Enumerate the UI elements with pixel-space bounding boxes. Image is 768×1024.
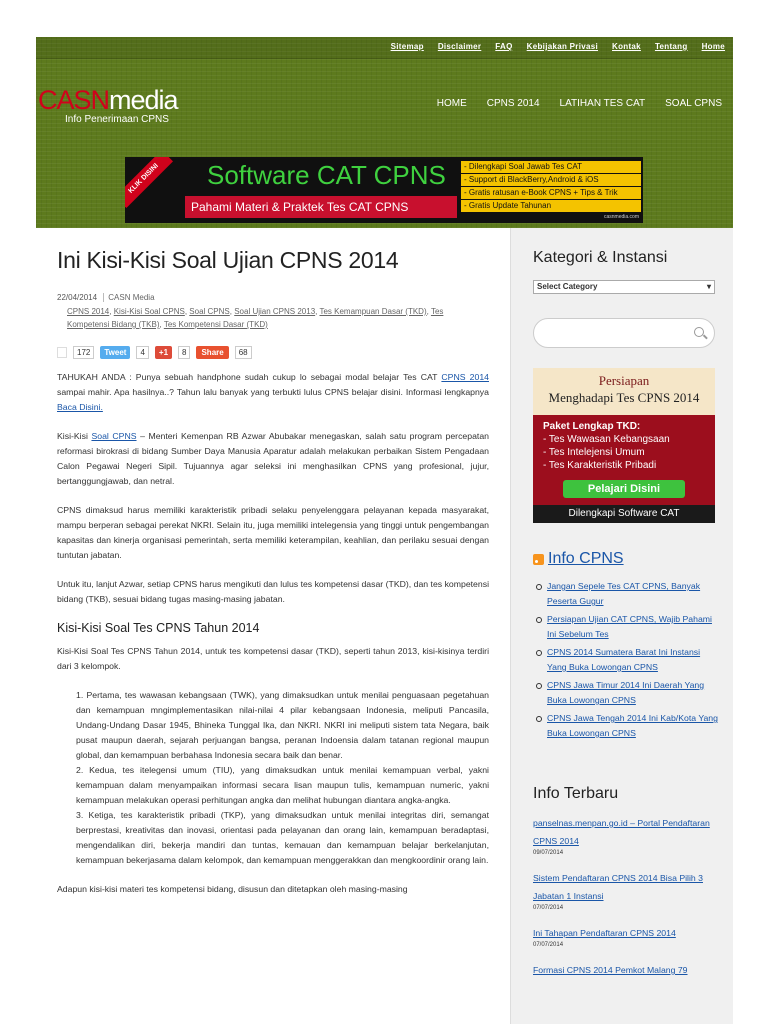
post-date: 22/04/2014 — [57, 293, 98, 302]
ad-item: - Tes Karakteristik Pribadi — [543, 460, 657, 471]
terbaru-link[interactable]: panselnas.menpan.go.id – Portal Pendaftaran CPNS 2014 — [533, 818, 710, 846]
top-bar — [36, 37, 733, 59]
list-item: 2. Kedua, tes itelegensi umum (TIU), yang dimaksudkan untuk menilai kemampuan verbal, yakni kemampuan dalam menyampaikan informasi secara lisan maupun tulis, kemampuan numeric, yakni kemampuan melakukan operasi perhitungan angka dan melihat hubungan diantara angka-angka. — [76, 765, 489, 805]
post-body — [57, 370, 489, 911]
category-link[interactable]: Soal CPNS — [189, 307, 230, 316]
ad-line2: Menghadapi Tes CPNS 2014 — [548, 390, 700, 405]
tweet-count: 4 — [136, 346, 148, 359]
terbaru-link[interactable]: Ini Tahapan Pendaftaran CPNS 2014 — [533, 928, 676, 938]
banner-subline: Pahami Materi & Praktek Tes CAT CPNS — [191, 200, 409, 214]
site-logo[interactable] — [38, 85, 238, 135]
banner-feature: - Gratis Update Tahunan — [461, 200, 641, 212]
paragraph: Kisi-Kisi Soal CPNS – Menteri Kemenpan RB Azwar Abubakar menegaskan, salah satu program percepatan reformasi birokrasi di bidang Sumber Daya Manusia Aparatur adalah melakukan perbaikan Sistem Pengadaan Calon Pegawai Negeri Sipil. Tujuannya agar seleksi ini menghasilkan CPNS yang profesional, jujur, bertanggungjawab, dan netral. — [57, 431, 489, 486]
ad-bottom: Dilengkapi Software CAT — [533, 505, 715, 523]
list-item — [533, 923, 718, 948]
toplink-privacy[interactable]: Kebijakan Privasi — [526, 42, 599, 51]
gplus-button[interactable]: +1 — [155, 346, 172, 359]
banner-feature: - Support di BlackBerry,Android & iOS — [461, 174, 641, 186]
banner-features — [461, 161, 641, 213]
search-input[interactable] — [533, 318, 715, 348]
banner-ribbon: KLIK DISINI — [125, 157, 173, 208]
facebook-like-icon[interactable] — [57, 347, 67, 358]
nav-soal-cpns[interactable]: SOAL CPNS — [665, 98, 722, 109]
list-item: CPNS 2014 Sumatera Barat Ini Instansi Yang Buka Lowongan CPNS — [535, 645, 720, 675]
kategori-title: Kategori & Instansi — [533, 249, 668, 266]
link-baca-disini[interactable]: Baca Disini. — [57, 402, 103, 412]
share-button[interactable]: Share — [196, 346, 228, 359]
terbaru-date: 07/07/2014 — [533, 942, 564, 948]
ad-head: Paket Lengkap TKD: — [543, 421, 641, 432]
kisi-kisi-list — [76, 688, 489, 868]
list-item: Jangan Sepele Tes CAT CPNS, Banyak Peserta Gugur — [535, 579, 720, 609]
category-link[interactable]: Tes Kompetensi Dasar (TKD) — [163, 320, 268, 329]
share-count: 68 — [235, 346, 252, 359]
nav-home[interactable]: HOME — [436, 98, 467, 109]
toplink-sitemap[interactable]: Sitemap — [390, 42, 424, 51]
ad-cta-button[interactable]: Pelajari Disini — [563, 480, 685, 498]
section-heading: Kisi-Kisi Soal Tes CPNS Tahun 2014 — [57, 621, 260, 635]
list-item — [533, 813, 718, 856]
paragraph: Kisi-Kisi Soal Tes CPNS Tahun 2014, untuk tes kompetensi dasar (TKD), seperti tahun 2013, kisi-kisinya terdiri dari 3 kelompok. — [57, 646, 489, 671]
main-nav — [437, 98, 722, 109]
paragraph: Adapun kisi-kisi materi tes kompetensi bidang, disusun dan ditetapkan oleh masing-masing — [57, 884, 408, 894]
post-meta — [57, 293, 155, 302]
post-categories: CPNS 2014, Kisi-Kisi Soal CPNS, Soal CPNS, Soal Ujian CPNS 2013, Tes Kemampuan Dasar (TKD), Tes Kompetensi Bidang (TKB), Tes Kompetensi Dasar (TKD) — [67, 307, 444, 329]
list-item: CPNS Jawa Timur 2014 Ini Daerah Yang Buka Lowongan CPNS — [535, 678, 720, 708]
banner-headline: Software CAT CPNS — [207, 160, 446, 190]
logo-casn: CASN — [38, 85, 110, 115]
chevron-down-icon: ▾ — [706, 282, 711, 291]
list-item — [533, 868, 718, 911]
post-author[interactable]: CASN Media — [108, 293, 155, 302]
info-cpns-list — [535, 579, 720, 744]
list-item: CPNS Jawa Tengah 2014 Ini Kab/Kota Yang Buka Lowongan CPNS — [535, 711, 720, 741]
post-content — [36, 228, 510, 1024]
category-link[interactable]: CPNS 2014 — [67, 307, 110, 316]
category-link[interactable]: Tes Kompetensi Bidang (TKB) — [67, 307, 444, 329]
top-links — [391, 42, 725, 51]
list-item: 1. Pertama, tes wawasan kebangsaan (TWK), yang dimaksudkan untuk menilai penguasaan pegetahuan dan kemampuan mngimplementasikan nilai-nilai 4 pilar kebangsaan Indonesia, meliputi Pancasila, Undang-Undang Dasar 1945, Bhineka Tunggal Ika, dan NKRI. NKRI ini meliputi sistem tata Negara, baik pusat maupun daerah, sejarah perjuangan bangsa, peranan Indoensia dalam tatanan regional maupun global, dan kemampuan berbahasa Indonesia secara baik dan benar. — [76, 690, 489, 760]
banner-feature: - Dilengkapi Soal Jawab Tes CAT — [461, 161, 641, 173]
site-header — [36, 37, 733, 228]
software-banner[interactable] — [125, 157, 643, 223]
terbaru-link[interactable]: Formasi CPNS 2014 Pemkot Malang 79 — [533, 965, 688, 975]
toplink-contact[interactable]: Kontak — [612, 42, 641, 51]
logo-media: media — [109, 85, 178, 115]
ad-list — [543, 420, 670, 472]
terbaru-date: 09/07/2014 — [533, 850, 564, 856]
nav-cpns-2014[interactable]: CPNS 2014 — [486, 98, 540, 109]
toplink-about[interactable]: Tentang — [654, 42, 688, 51]
link-cpns-2014[interactable]: CPNS 2014 — [441, 372, 489, 382]
link-soal-cpns[interactable]: Soal CPNS — [91, 431, 137, 441]
rss-icon[interactable] — [533, 554, 544, 565]
paragraph: CPNS dimaksud harus memiliki karakteristik pribadi selaku penyelenggara pelayanan kepada masyarakat, mampu berperan sebagai perekat NKRI. Selain itu, juga memiliki intelegensia yang tinggi untuk pengembangan kapasitas dan kinerja organisasi pemerintah, serta memiliki keterampilan, keahlian, dan perilaku sesuai dengan tuntutan jabatan. — [57, 505, 489, 560]
sidebar-ad[interactable] — [533, 368, 715, 523]
banner-footer: casnmedia.com — [603, 214, 639, 220]
paragraph: TAHUKAH ANDA : Punya sebuah handphone sudah cukup lo sebagai modal belajar Tes CAT CPNS 2014 sampai mahir. Apa hasilnya..? Tahun lalu banyak yang terbukti lulus CPNS belajar disini. Informasi lengkapnya Baca Disini. — [57, 372, 489, 412]
page-wrapper — [36, 37, 733, 1024]
terbaru-link[interactable]: Sistem Pendaftaran CPNS 2014 Bisa Pilih 3 Jabatan 1 Instansi — [533, 873, 703, 901]
info-terbaru-list — [533, 813, 718, 990]
ad-line1: Persiapan — [598, 373, 650, 388]
banner-feature: - Gratis ratusan e-Book CPNS + Tips & Trik — [461, 187, 641, 199]
category-select[interactable] — [533, 280, 715, 294]
ad-item: - Tes Wawasan Kebangsaan — [543, 434, 670, 445]
toplink-home[interactable]: Home — [701, 42, 725, 51]
logo-tagline: Info Penerimaan CPNS — [65, 114, 169, 125]
list-item: Persiapan Ujian CAT CPNS, Wajib Pahami Ini Sebelum Tes — [535, 612, 720, 642]
sidebar — [510, 228, 733, 1024]
toplink-disclaimer[interactable]: Disclaimer — [437, 42, 482, 51]
info-cpns-title: Info CPNS — [533, 550, 624, 568]
list-item — [533, 960, 718, 978]
gplus-count: 8 — [178, 346, 190, 359]
category-link[interactable]: Soal Ujian CPNS 2013 — [234, 307, 316, 316]
category-link[interactable]: Tes Kemampuan Dasar (TKD) — [319, 307, 427, 316]
post-title: Ini Kisi-Kisi Soal Ujian CPNS 2014 — [57, 247, 399, 273]
ad-item: - Tes Intelejensi Umum — [543, 447, 645, 458]
share-bar — [57, 346, 252, 359]
tweet-button[interactable]: Tweet — [100, 346, 130, 359]
paragraph: Untuk itu, lanjut Azwar, setiap CPNS harus mengikuti dan lulus tes kompetensi dasar (TKD), dan tes kompetensi bidang (TKB), sesuai bidang tugas masing-masing jabatan. — [57, 579, 489, 604]
list-item: 3. Ketiga, tes karakteristik pribadi (TKP), yang dimaksudkan untuk menilai integritas diri, semangat berprestasi, kreativitas dan inovasi, orientasi pada pelayanan dan orang lain, kemampuan beradaptasi, mengendalikan diri, bekerja mandiri dan tuntas, kemauan dan kemampuan belajar berkelanjutan, kemampuan bekerjasama dalam kelompok, dan kemampuan menggerakkan dan mengkoordinir orang lain. — [76, 810, 489, 865]
category-select-value: Select Category — [537, 282, 598, 291]
info-terbaru-title: Info Terbaru — [533, 785, 619, 802]
facebook-count: 172 — [73, 346, 94, 359]
toplink-faq[interactable]: FAQ — [495, 42, 513, 51]
category-link[interactable]: Kisi-Kisi Soal CPNS — [113, 307, 185, 316]
terbaru-date: 07/07/2014 — [533, 905, 564, 911]
search-icon[interactable] — [694, 327, 704, 337]
nav-latihan-tes-cat[interactable]: LATIHAN TES CAT — [559, 98, 646, 109]
